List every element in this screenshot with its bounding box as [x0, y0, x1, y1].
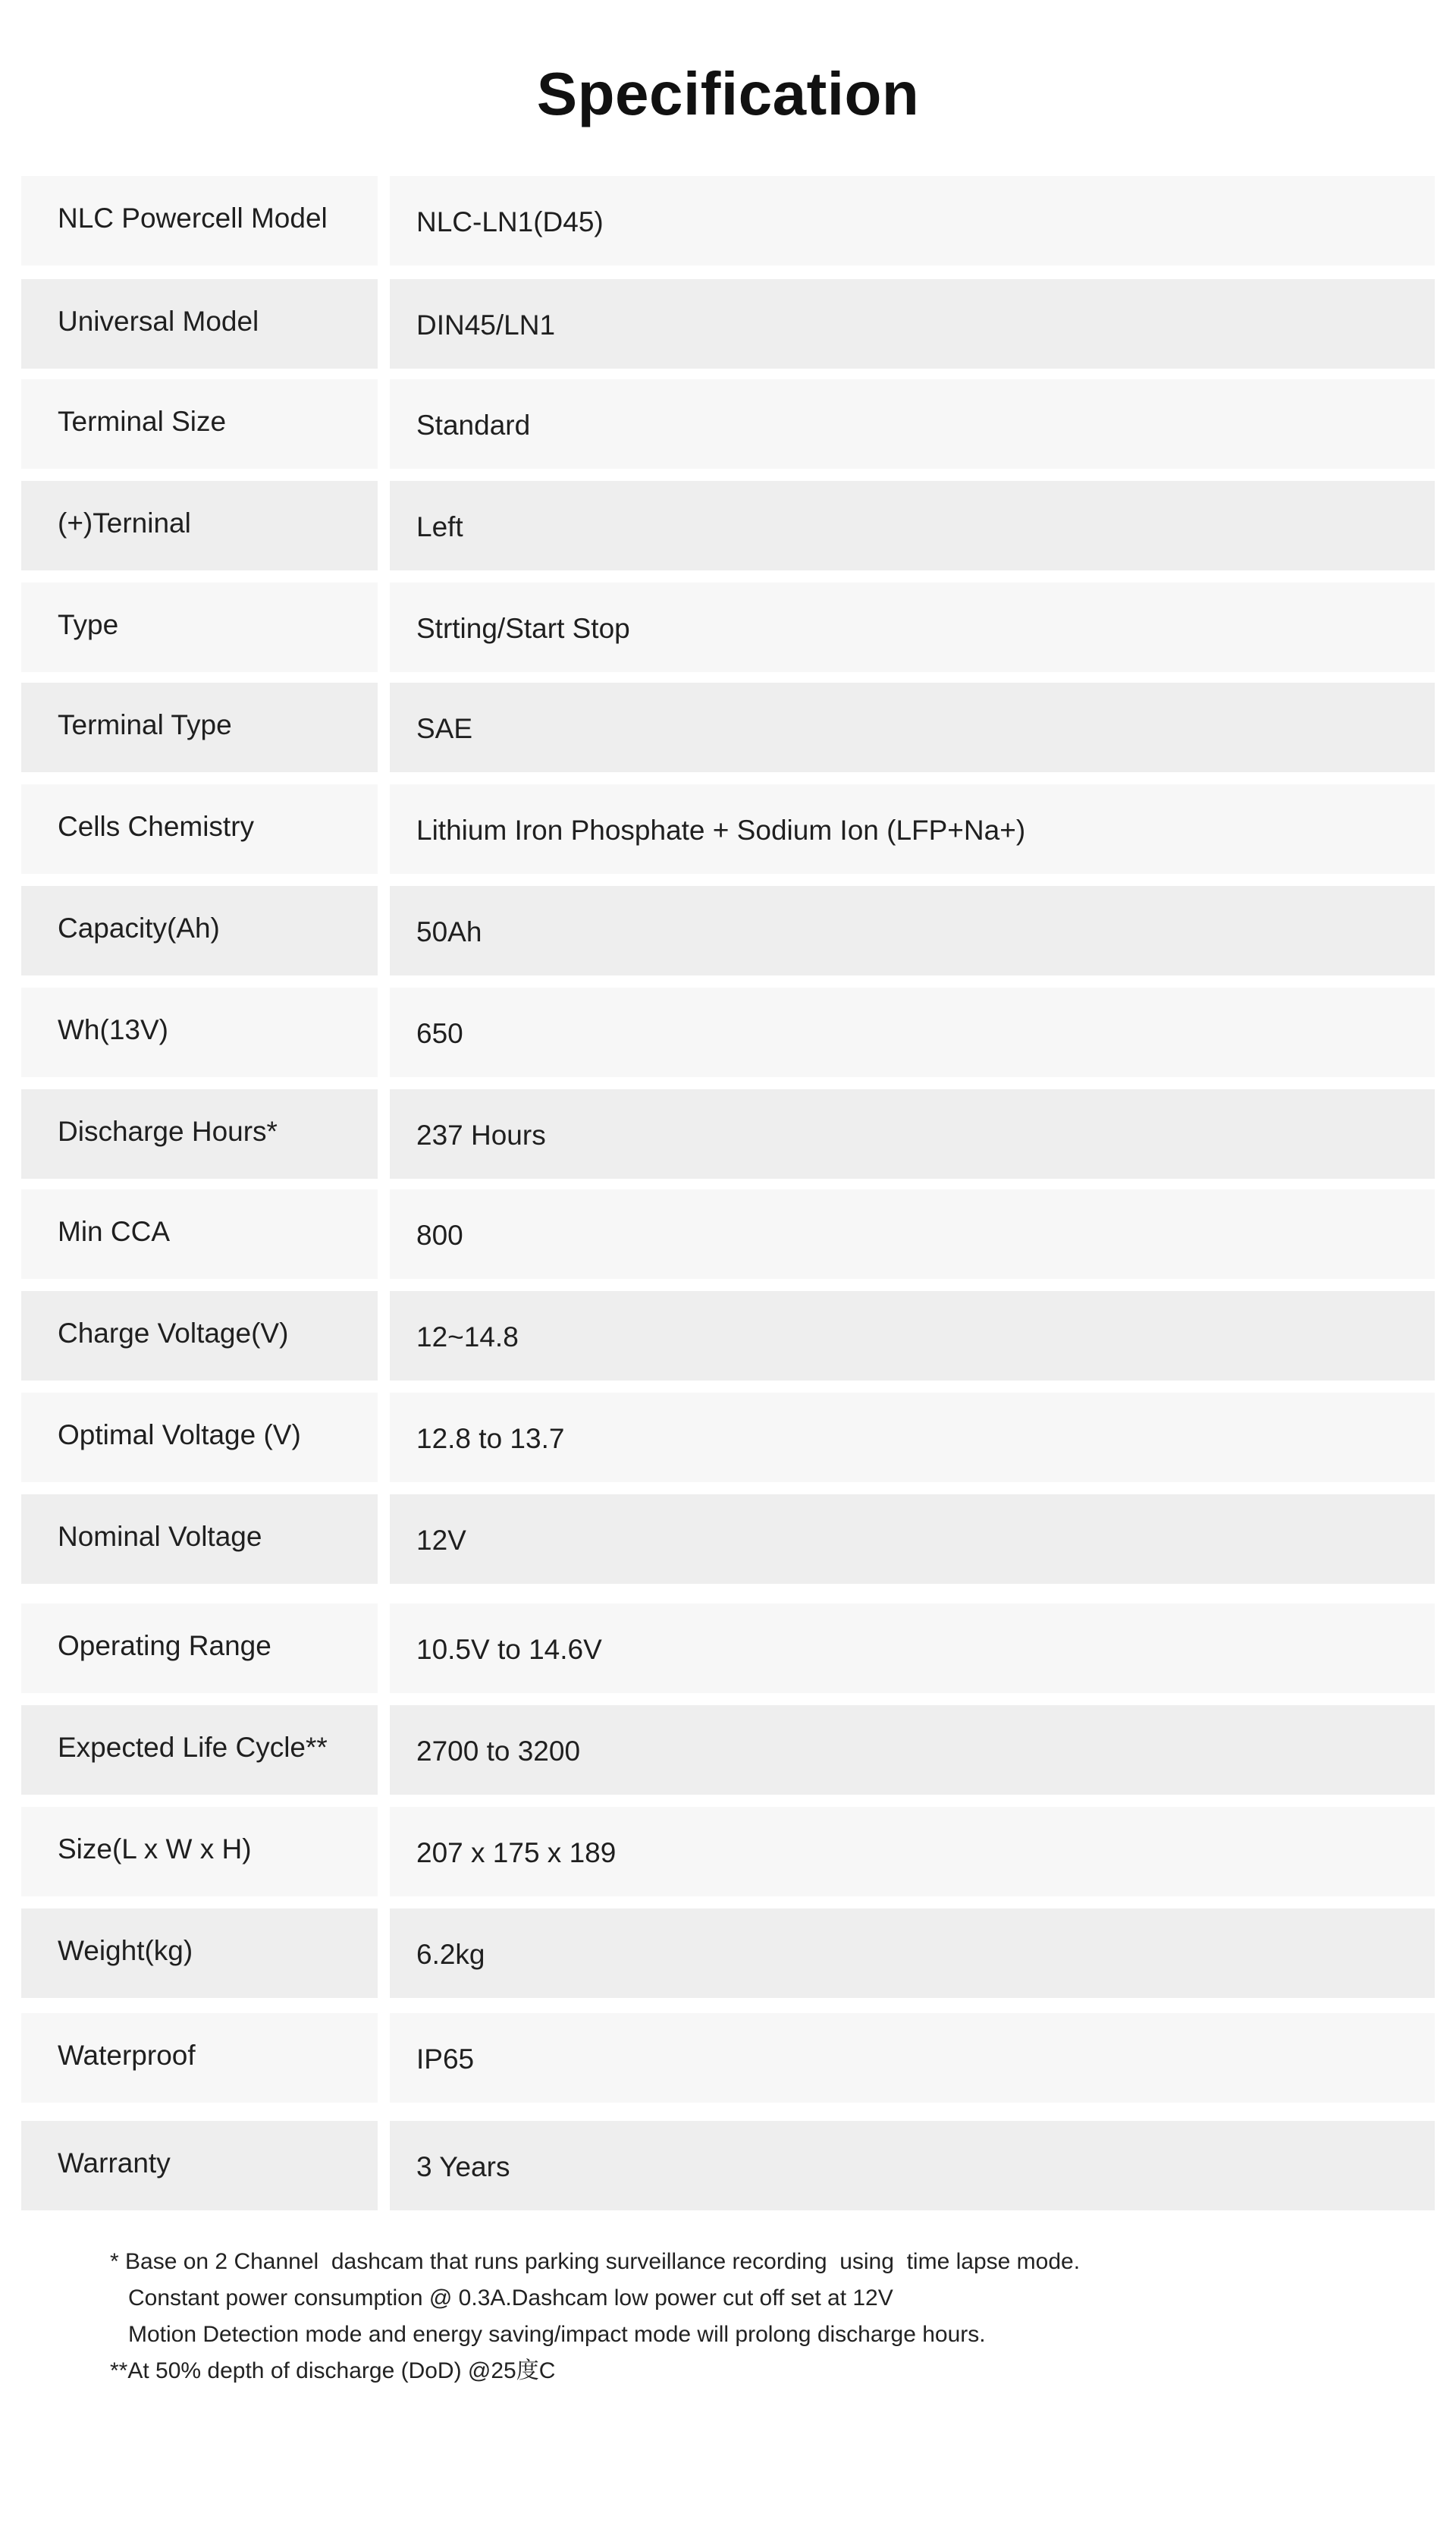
- spec-row-cells-chemistry: [21, 784, 1435, 874]
- spec-value: 800: [390, 1189, 1435, 1279]
- spec-value: Lithium Iron Phosphate + Sodium Ion (LFP+Na+): [390, 784, 1435, 874]
- spec-label: Cells Chemistry: [21, 784, 378, 874]
- spec-row-weight: [21, 1908, 1435, 1998]
- spec-row-capacity: [21, 886, 1435, 975]
- spec-label: Expected Life Cycle**: [21, 1705, 378, 1795]
- spec-label: Capacity(Ah): [21, 886, 378, 975]
- spec-row-terminal-size: [21, 379, 1435, 469]
- spec-value: 237 Hours: [390, 1089, 1435, 1179]
- spec-row-watt-hours: [21, 988, 1435, 1077]
- spec-row-discharge-hours: [21, 1089, 1435, 1179]
- spec-value: SAE: [390, 683, 1435, 772]
- spec-row-operating-range: [21, 1604, 1435, 1693]
- spec-label: Terminal Type: [21, 683, 378, 772]
- spec-value: 3 Years: [390, 2121, 1435, 2210]
- footnotes: [110, 2244, 1399, 2389]
- spec-label: Weight(kg): [21, 1908, 378, 1998]
- spec-value: DIN45/LN1: [390, 279, 1435, 369]
- spec-value: 2700 to 3200: [390, 1705, 1435, 1795]
- spec-value: 12V: [390, 1494, 1435, 1584]
- spec-row-model: [21, 176, 1435, 265]
- spec-value: IP65: [390, 2013, 1435, 2103]
- footnote-line: Motion Detection mode and energy saving/impact mode will prolong discharge hours.: [128, 2322, 986, 2347]
- spec-row-warranty: [21, 2121, 1435, 2210]
- spec-row-positive-terminal: [21, 481, 1435, 570]
- footnote-line: Constant power consumption @ 0.3A.Dashcam low power cut off set at 12V: [128, 2285, 893, 2311]
- spec-label: NLC Powercell Model: [21, 176, 378, 265]
- spec-value: 6.2kg: [390, 1908, 1435, 1998]
- footnote-line: * Base on 2 Channel dashcam that runs parking surveillance recording using time lapse mode.: [110, 2249, 1081, 2274]
- spec-row-waterproof: [21, 2013, 1435, 2103]
- spec-row-terminal-type: [21, 683, 1435, 772]
- spec-value: 650: [390, 988, 1435, 1077]
- spec-label: (+)Terninal: [21, 481, 378, 570]
- spec-value: Standard: [390, 379, 1435, 469]
- spec-label: Universal Model: [21, 279, 378, 369]
- spec-value: 12.8 to 13.7: [390, 1393, 1435, 1482]
- spec-label: Discharge Hours*: [21, 1089, 378, 1179]
- spec-value: Left: [390, 481, 1435, 570]
- spec-row-type: [21, 583, 1435, 672]
- spec-row-optimal-voltage: [21, 1393, 1435, 1482]
- spec-row-nominal-voltage: [21, 1494, 1435, 1584]
- spec-value: 12~14.8: [390, 1291, 1435, 1381]
- spec-label: Nominal Voltage: [21, 1494, 378, 1584]
- spec-label: Size(L x W x H): [21, 1807, 378, 1896]
- spec-label: Operating Range: [21, 1604, 378, 1693]
- spec-value: Strting/Start Stop: [390, 583, 1435, 672]
- spec-value: 10.5V to 14.6V: [390, 1604, 1435, 1693]
- page-title: Specification: [536, 60, 920, 127]
- spec-row-min-cca: [21, 1189, 1435, 1279]
- spec-value: NLC-LN1(D45): [390, 176, 1435, 265]
- spec-row-life-cycle: [21, 1705, 1435, 1795]
- spec-row-size: [21, 1807, 1435, 1896]
- spec-label: Optimal Voltage (V): [21, 1393, 378, 1482]
- spec-label: Charge Voltage(V): [21, 1291, 378, 1381]
- spec-value: 50Ah: [390, 886, 1435, 975]
- spec-label: Type: [21, 583, 378, 672]
- spec-row-charge-voltage: [21, 1291, 1435, 1381]
- spec-label: Wh(13V): [21, 988, 378, 1077]
- spec-label: Terminal Size: [21, 379, 378, 469]
- spec-value: 207 x 175 x 189: [390, 1807, 1435, 1896]
- spec-label: Min CCA: [21, 1189, 378, 1279]
- footnote-line: **At 50% depth of discharge (DoD) @25度C: [110, 2358, 556, 2383]
- spec-row-universal-model: [21, 279, 1435, 369]
- spec-label: Warranty: [21, 2121, 378, 2210]
- spec-label: Waterproof: [21, 2013, 378, 2103]
